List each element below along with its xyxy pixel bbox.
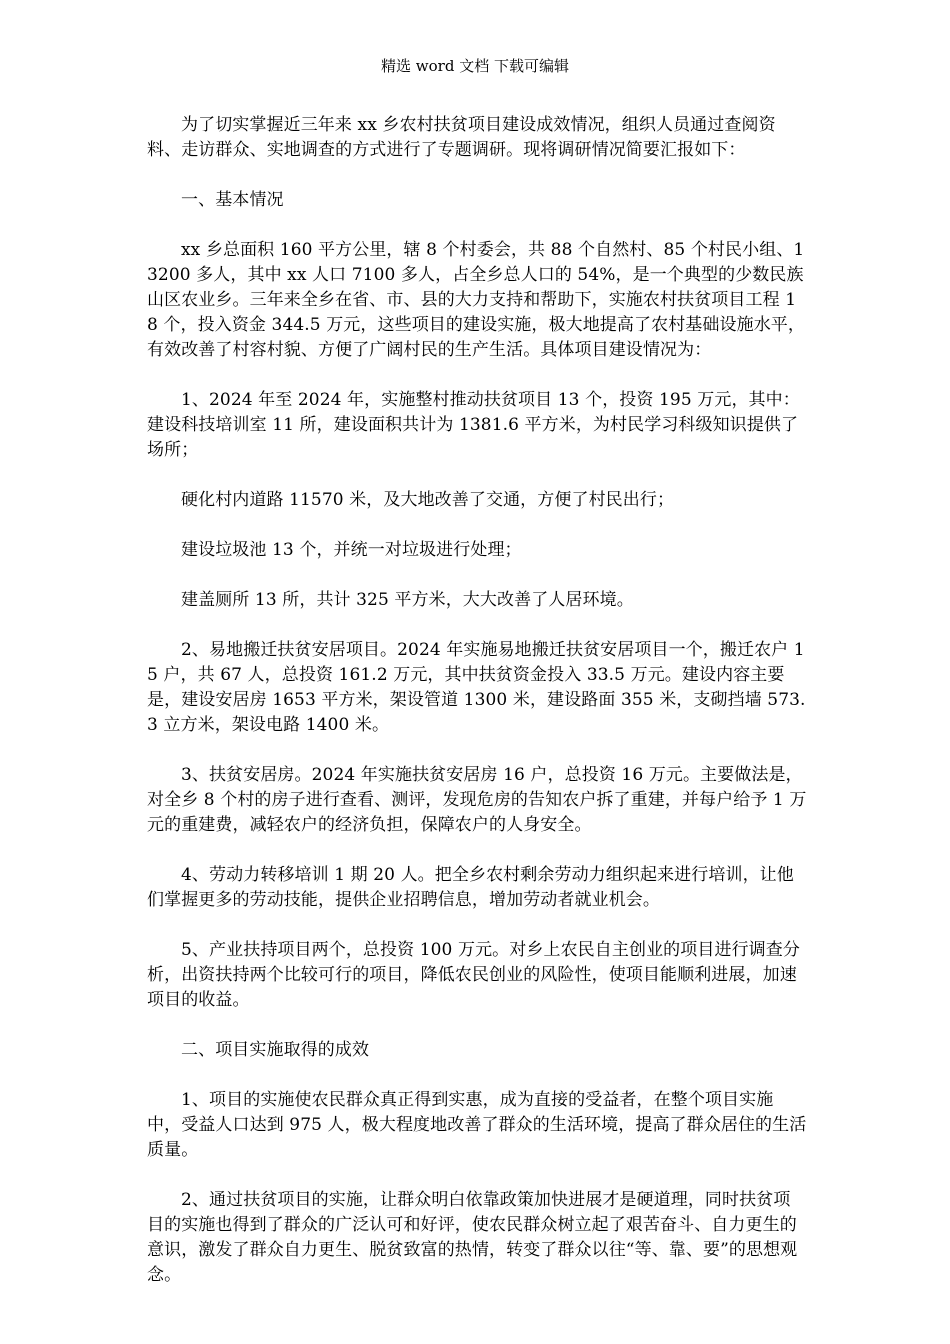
- result-2-paragraph: 2、通过扶贫项目的实施，让群众明白依靠政策加快进展才是硬道理，同时扶贫项目的实施也得到了群众的广泛认可和好评，使农民群众树立起了艰苦奋斗、自力更生的意识，激发了群众自力更生、脱贫致富的热情，转变了群众以往“等、靠、要”的思想观念。: [147, 1190, 798, 1285]
- toilets-paragraph: 建盖厕所 13 所，共计 325 平方米，大大改善了人居环境。: [181, 590, 634, 610]
- intro-paragraph: 为了切实掌握近三年来 xx 乡农村扶贫项目建设成效情况，组织人员通过查阅资料、走访群众、实地调查的方式进行了专题调研。现将调研情况简要汇报如下：: [147, 115, 776, 160]
- item-4-paragraph: 4、劳动力转移培训 1 期 20 人。把全乡农村剩余劳动力组织起来进行培训，让他们掌握更多的劳动技能，提供企业招聘信息，增加劳动者就业机会。: [147, 865, 794, 910]
- page-header: 精选 word 文档 下载可编辑: [381, 57, 569, 75]
- result-1-paragraph: 1、项目的实施使农民群众真正得到实惠，成为直接的受益者，在整个项目实施中，受益人口达到 975 人，极大程度地改善了群众的生活环境，提高了群众居住的生活质量。: [147, 1090, 807, 1160]
- item-1-paragraph: 1、2024 年至 2024 年，实施整村推动扶贫项目 13 个，投资 195 万元，其中：建设科技培训室 11 所，建设面积共计为 1381.6 平方米，为村民学习科级知识提供了场所；: [147, 390, 800, 460]
- section-heading-results: 二、项目实施取得的成效: [181, 1040, 370, 1060]
- basic-overview-paragraph: xx 乡总面积 160 平方公里，辖 8 个村委会，共 88 个自然村、85 个村民小组、13200 多人，其中 xx 人口 7100 多人，占全乡总人口的 54%，是一个典型的少数民族山区农业乡。三年来全乡在省、市、县的大力支持和帮助下，实施农村扶贫项目工程 18 个，投入资金 344.5 万元，这些项目的建设实施，极大地提高了农村基础设施水平，有效改善了村容村貌、方便了广阔村民的生产生活。具体项目建设情况为：: [147, 240, 805, 360]
- garbage-paragraph: 建设垃圾池 13 个，并统一对垃圾进行处理；: [181, 540, 522, 560]
- section-heading-basic: 一、基本情况: [181, 190, 284, 210]
- item-5-paragraph: 5、产业扶持项目两个，总投资 100 万元。对乡上农民自主创业的项目进行调查分析，出资扶持两个比较可行的项目，降低农民创业的风险性，使项目能顺利进展，加速项目的收益。: [147, 940, 800, 1010]
- document-body: [147, 113, 807, 1313]
- item-2-paragraph: 2、易地搬迁扶贫安居项目。2024 年实施易地搬迁扶贫安居项目一个，搬迁农户 15 户，共 67 人，总投资 161.2 万元，其中扶贫资金投入 33.5 万元。建设内容主要是，建设安居房 1653 平方米，架设管道 1300 米，建设路面 355 米，支砌挡墙 573.3 立方米，架设电路 1400 米。: [147, 640, 806, 735]
- item-3-paragraph: 3、扶贫安居房。2024 年实施扶贫安居房 16 户，总投资 16 万元。主要做法是，对全乡 8 个村的房子进行查看、测评，发现危房的告知农户拆了重建，并每户给予 1 万元的重建费，减轻农户的经济负担，保障农户的人身安全。: [147, 765, 807, 835]
- roads-paragraph: 硬化村内道路 11570 米，及大地改善了交通，方便了村民出行；: [181, 490, 675, 510]
